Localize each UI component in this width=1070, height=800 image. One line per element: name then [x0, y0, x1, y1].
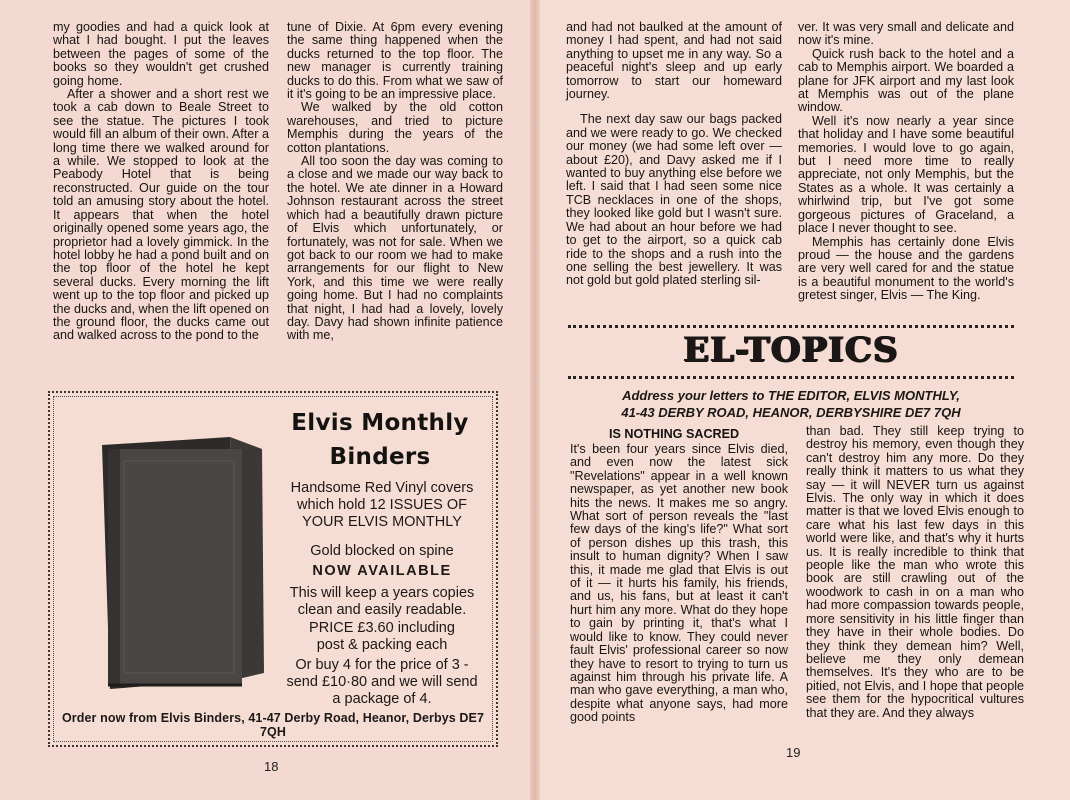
- editor-address-line1: Address your letters to THE EDITOR, ELVIS MONTHLY,: [622, 388, 960, 403]
- ad-title-line2: Binders: [329, 444, 431, 470]
- paragraph: All too soon the day was coming to a close and we made our way back to the hotel. We ate dinner in a Howard Johnson restaurant across the street which had a beautifully drawn picture of Elvis which unfortunately, or fortunately, was not for sale. When we got back to our room we had to make arrangements for our flight to New York, and this time we were really going home. But I had no complaints that night, I had had a lovely, lovely day. Davy had shown infinite patience with me,: [287, 154, 503, 343]
- right-column-1: [566, 21, 782, 288]
- letter-column-2: [806, 425, 1024, 720]
- editor-address-line2: 41-43 DERBY ROAD, HEANOR, DERBYSHIRE DE7 7QH: [621, 405, 961, 420]
- section-heading: EL-TOPICS: [683, 330, 899, 370]
- paragraph: my goodies and had a quick look at what I had bought. I put the leaves between the pages of some of the books so they wouldn't get crushed going home.: [53, 20, 269, 88]
- ad-price: post & packing each: [316, 637, 448, 653]
- page-number-right: 19: [786, 745, 801, 760]
- ad-offer: a package of 4.: [332, 691, 432, 707]
- page-number-left: 18: [264, 759, 279, 774]
- paragraph: After a shower and a short rest we took a cab down to Beale Street to see the statue. The pictures I took would fill an album of their own. After a long time there we walked around for a while. We stopped to look at the Peabody Hotel that is being reconstructed. Our guide on the tour told an amusing story about the hotel. It appears that when the hotel originally opened some years ago, the proprietor had a lovely gimmick. In the hotel lobby he had a pond built and on the top floor of the hotel he kept several ducks. Every morning the lift went up to the top floor and picked up the ducks and, when the lift opened on the ground floor, the ducks came out and walked across to the pond to the: [53, 87, 269, 343]
- ad-text: Handsome Red Vinyl covers: [290, 480, 474, 496]
- paragraph: We walked by the old cotton warehouses, and tried to picture Memphis during the years of the cotton plantations.: [287, 100, 503, 155]
- left-column-1: [53, 21, 269, 343]
- ad-text: Gold blocked on spine: [310, 543, 454, 559]
- paragraph: It's been four years since Elvis died, and even now the latest sick "Revelations" appear in a well known newspaper, as yet another new book hits the news. It makes me so angry. What sort of person reveals the "last few days of the king's life?" What sort of person dishes up this trash, this insult to human dignity? When I saw this, it made me glad that Elvis is out of it — it hurts his family, his friends, and us, his fans, but at least it can't hurt him any more. What do they hope to gain by printing it, that's what I would like to know. They could never fault Elvis' professional career so now they have to resort to trying to turn us against him through his private life. A man who gave everything, a man who, despite what anyone says, had more good points: [570, 442, 788, 725]
- paragraph: ver. It was very small and delicate and now it's mine.: [798, 20, 1014, 48]
- paragraph: than bad. They still keep trying to destroy his memory, even though they can't destroy him any more. Do they really think it matters to us what they say — it will NEVER turn us against Elvis. The only way in which it does matter is that we loved Elvis enough to care what his last few days in this world were like, and that's why it hurts us. It is really incredible to think that people like the man who wrote this book are still crawling out of the woodwork to cash in on a man who had more compassion towards people, more sensitivity in his little finger than they have in their whole bodies. Do they think they demean him? Well, believe me they only demean themselves. It's they who are to be pitied, not Elvis, and I hope that people see them for the hypocritical vultures that they are. And they always: [806, 424, 1024, 720]
- paragraph: tune of Dixie. At 6pm every evening the same thing happened when the ducks returned to the top floor. The new manager is currently training ducks to do this. From what we saw of it it's going to be an impressive place.: [287, 20, 503, 102]
- ad-price: PRICE £3.60 including: [309, 620, 455, 636]
- ad-text: clean and easily readable.: [297, 602, 467, 618]
- ad-now-available: NOW AVAILABLE: [312, 563, 452, 579]
- left-column-2: [287, 21, 503, 343]
- ad-text: YOUR ELVIS MONTHLY: [302, 514, 462, 530]
- page-gutter: [530, 0, 540, 800]
- paragraph: The next day saw our bags packed and we were ready to go. We checked our money (we had some left over — about £20), and Davy asked me if I wanted to buy anything else before we left. I said that I had seen some nice TCB necklaces in one of the shops, they looked like gold but I wasn't sure. We had about an hour before we had to get to the airport, so a quick cab ride to the shops and a rush into the one selling the best jewellery. It was not gold but gold plated sterling sil-: [566, 112, 782, 288]
- ad-order-address: Order now from Elvis Binders, 41-47 Derby Road, Heanor, Derbys DE7 7QH: [61, 711, 484, 739]
- binder-illustration: [90, 431, 270, 693]
- paragraph: Memphis has certainly done Elvis proud — the house and the gardens are very well cared for and the statue is a beautiful monument to the world's gretest singer, Elvis — The King.: [798, 234, 1014, 303]
- ad-offer: Or buy 4 for the price of 3 -: [295, 657, 469, 673]
- ad-offer: send £10·80 and we will send: [286, 674, 478, 690]
- binders-advertisement: [48, 391, 498, 747]
- paragraph: and had not baulked at the amount of money I had spent, and had not said anything to upset me in any way. So a peaceful night's sleep and up early tomorrow to start our homeward journey.: [566, 20, 782, 102]
- heading-rule-bottom: [568, 376, 1014, 379]
- ad-text: which hold 12 ISSUES OF: [296, 497, 468, 513]
- paragraph: Quick rush back to the hotel and a cab to Memphis airport. We boarded a plane for JFK airport and my last look at Memphis was out of the plane window.: [798, 46, 1014, 115]
- ad-title-line1: Elvis Monthly: [291, 410, 469, 436]
- paragraph: Well it's now nearly a year since that holiday and I have some beautiful memories. I would love to go again, but I need more time to really appreciate, not only Memphis, but the States as a whole. It was certainly a whirlwind trip, but I've got some gorgeous pictures of Graceland, a place I never thought to see.: [798, 113, 1014, 236]
- ad-text: This will keep a years copies: [289, 585, 475, 601]
- heading-rule-top: [568, 325, 1014, 328]
- letter-title: IS NOTHING SACRED: [609, 427, 740, 441]
- right-column-2: [798, 21, 1014, 303]
- letter-column-1: [570, 443, 788, 725]
